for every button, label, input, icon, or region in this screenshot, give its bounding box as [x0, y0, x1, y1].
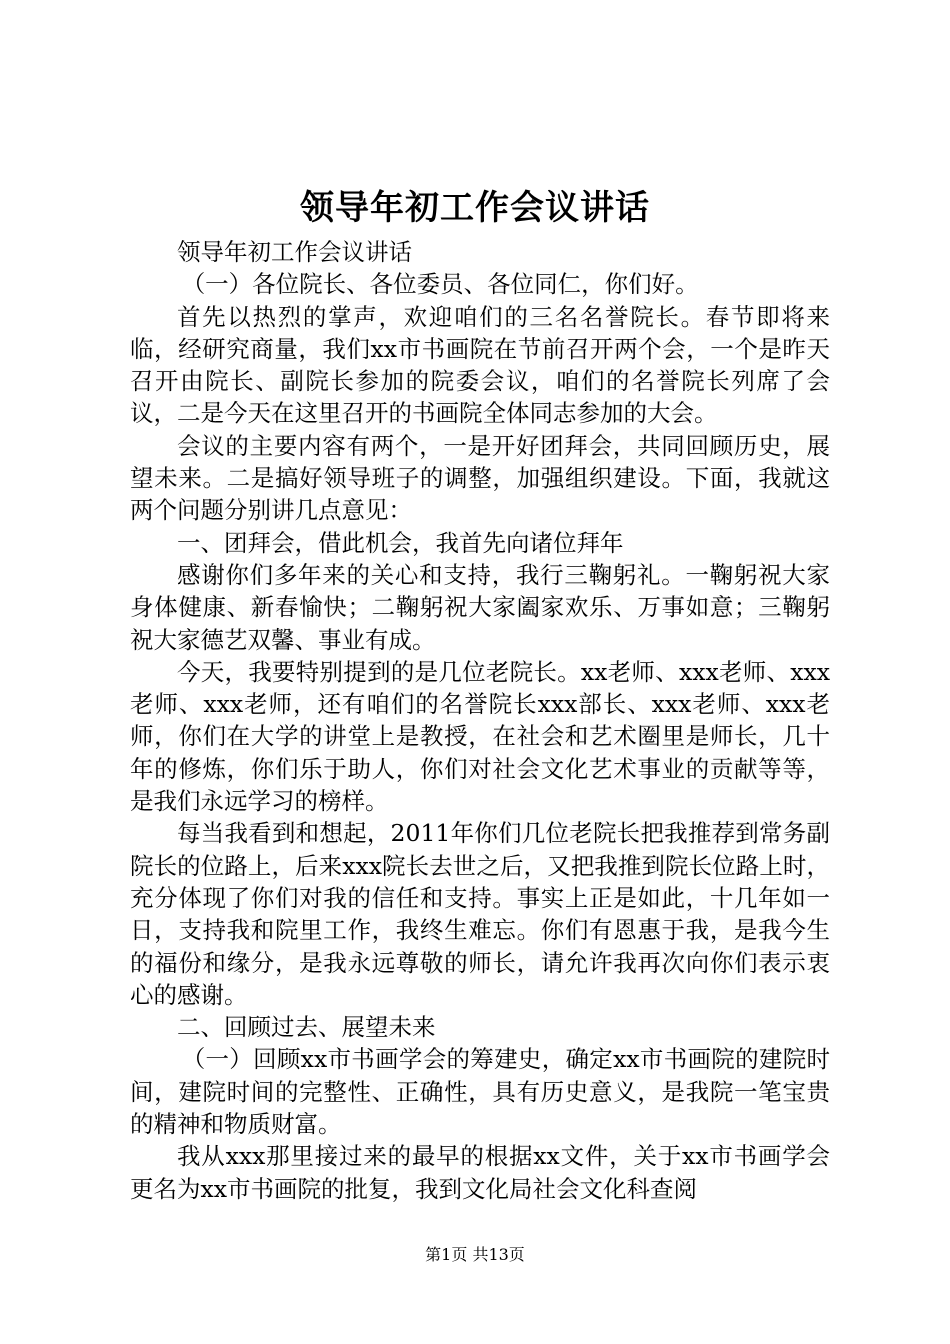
paragraph: （一）回顾xx市书画学会的筹建史，确定xx市书画院的建院时间，建院时间的完整性、正确性，具有历史意义，是我院一笔宝贵的精神和物质财富。	[130, 1045, 830, 1139]
document-title: 领导年初工作会议讲话	[300, 188, 650, 228]
paragraph: 会议的主要内容有两个，一是开好团拜会，共同回顾历史，展望未来。二是搞好领导班子的调整，加强组织建设。下面，我就这两个问题分别讲几点意见：	[130, 431, 830, 525]
paragraph: 我从xxx那里接过来的最早的根据xx文件，关于xx市书画学会更名为xx市书画院的批复，我到文化局社会文化科查阅	[130, 1142, 830, 1203]
page-footer: 第1页 共13页	[425, 1245, 525, 1264]
section-heading: 二、回顾过去、展望未来	[177, 1013, 436, 1042]
paragraph: 领导年初工作会议讲话	[177, 238, 412, 266]
section-heading: 一、团拜会，借此机会，我首先向诸位拜年	[177, 528, 624, 557]
paragraph: 首先以热烈的掌声，欢迎咱们的三名名誉院长。春节即将来临，经研究商量，我们xx市书画院在节前召开两个会，一个是昨天召开由院长、副院长参加的院委会议，咱们的名誉院长列席了会议，二是今天在这里召开的书画院全体同志参加的大会。	[130, 302, 830, 428]
paragraph: （一）各位院长、各位委员、各位同仁，你们好。	[181, 270, 699, 299]
paragraph: 感谢你们多年来的关心和支持，我行三鞠躬礼。一鞠躬祝大家身体健康、新春愉快；二鞠躬祝大家阖家欢乐、万事如意；三鞠躬祝大家德艺双馨、事业有成。	[130, 560, 830, 654]
paragraph: 今天，我要特别提到的是几位老院长。xx老师、xxx老师、xxx老师、xxx老师，还有咱们的名誉院长xxx部长、xxx老师、xxx老师，你们在大学的讲堂上是教授，在社会和艺术圈里是师长，几十年的修炼，你们乐于助人，你们对社会文化艺术事业的贡献等等，是我们永远学习的榜样。	[130, 657, 830, 816]
paragraph: 每当我看到和想起，2011年你们几位老院长把我推荐到常务副院长的位路上，后来xxx院长去世之后，又把我推到院长位路上时，充分体现了你们对我的信任和支持。事实上正是如此，十几年如一日，支持我和院里工作，我终生难忘。你们有恩惠于我，是我今生的福份和缘分，是我永远尊敬的师长，请允许我再次向你们表示衷心的感谢。	[130, 819, 830, 1009]
document-body	[130, 236, 830, 1205]
